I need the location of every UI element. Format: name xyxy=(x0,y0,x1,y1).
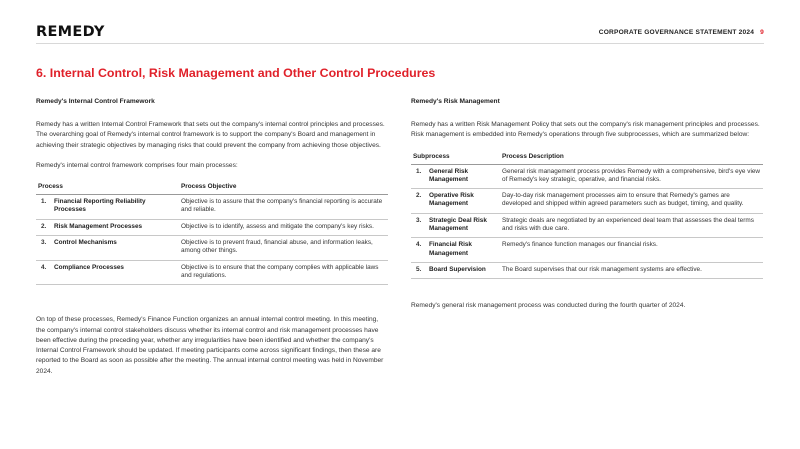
row-number: 4. xyxy=(36,260,52,285)
internal-control-lead: Remedy's internal control framework comprises four main processes: xyxy=(36,161,238,169)
process-name: Compliance Processes xyxy=(52,260,179,285)
table-row xyxy=(36,219,388,235)
table-header-row xyxy=(411,151,763,165)
subprocess-description: General risk management process provides Remedy with a comprehensive, bird's eye view of Remedy's key strategic, operative, and financial risks. xyxy=(500,164,763,189)
table-row xyxy=(411,238,763,263)
row-number: 1. xyxy=(36,195,52,220)
subprocess-description: Strategic deals are negotiated by an experienced deal team that assesses the deal terms and risks with due care. xyxy=(500,213,763,238)
row-number: 2. xyxy=(411,189,427,214)
table-row xyxy=(36,195,388,220)
page-number: 9 xyxy=(760,29,764,36)
column-header-process: Process xyxy=(36,181,179,195)
table-row xyxy=(411,262,763,278)
page-title: 6. Internal Control, Risk Management and Other Control Procedures xyxy=(36,66,436,80)
page-header xyxy=(36,24,764,40)
process-objective: Objective is to prevent fraud, financial abuse, and information leaks, among other things. xyxy=(179,236,388,261)
row-number: 1. xyxy=(411,164,427,189)
row-number: 3. xyxy=(411,213,427,238)
subprocess-name: Operative Risk Management xyxy=(427,189,500,214)
header-section-label xyxy=(599,28,764,38)
header-divider xyxy=(36,43,764,44)
left-column xyxy=(36,97,388,387)
subprocess-name: Board Supervision xyxy=(427,262,500,278)
process-table xyxy=(36,181,388,285)
process-name: Control Mechanisms xyxy=(52,236,179,261)
subprocess-table xyxy=(411,151,763,280)
column-header-subprocess: Subprocess xyxy=(411,151,500,165)
process-name: Risk Management Processes xyxy=(52,219,179,235)
table-row xyxy=(411,213,763,238)
row-number: 5. xyxy=(411,262,427,278)
internal-control-intro: Remedy has a written Internal Control Framework that sets out the company's internal control principles and processes. The overarching goal of Remedy's internal control framework is to support the company's Board and management in achieving their strategic objectives by managing risks that could prevent the company from achieving those objectives. xyxy=(36,121,385,149)
internal-control-meeting-paragraph: On top of these processes, Remedy's Finance Function organizes an annual internal control meeting. In this meeting, the company's internal control stakeholders discuss whether its internal control and risk management processes have been effective during the preceding year, whether any irregularities have been identified and whether the company's Internal Control Framework should be updated. If meeting participants come across significant findings, then these are reported to the Board as soon as possible after the meeting. The annual internal control meeting was held in November 2024. xyxy=(36,316,384,375)
process-name: Financial Reporting Reliability Processes xyxy=(52,195,179,220)
row-number: 2. xyxy=(36,219,52,235)
internal-control-heading: Remedy's Internal Control Framework xyxy=(36,98,155,105)
right-column xyxy=(411,97,763,322)
table-header-row xyxy=(36,181,388,195)
table-row xyxy=(36,236,388,261)
remedy-logo: REMEDY xyxy=(36,24,105,40)
subprocess-name: Strategic Deal Risk Management xyxy=(427,213,500,238)
process-objective: Objective is to ensure that the company complies with applicable laws and regulations. xyxy=(179,260,388,285)
table-row xyxy=(411,189,763,214)
risk-management-conclusion: Remedy's general risk management process was conducted during the fourth quarter of 2024. xyxy=(411,302,686,310)
subprocess-description: The Board supervises that our risk management systems are effective. xyxy=(500,262,763,278)
subprocess-name: General Risk Management xyxy=(427,164,500,189)
column-header-description: Process Description xyxy=(500,151,763,165)
table-row xyxy=(36,260,388,285)
process-objective: Objective is to assure that the company's financial reporting is accurate and reliable. xyxy=(179,195,388,220)
row-number: 4. xyxy=(411,238,427,263)
subprocess-name: Financial Risk Management xyxy=(427,238,500,263)
subprocess-description: Day-to-day risk management processes aim to ensure that Remedy's games are developed and shipped within agreed parameters such as budget, timing, and quality. xyxy=(500,189,763,214)
column-header-objective: Process Objective xyxy=(179,181,388,195)
risk-management-heading: Remedy's Risk Management xyxy=(411,98,500,105)
table-row xyxy=(411,164,763,189)
row-number: 3. xyxy=(36,236,52,261)
process-objective: Objective is to identify, assess and mitigate the company's key risks. xyxy=(179,219,388,235)
risk-management-intro: Remedy has a written Risk Management Policy that sets out the company's risk management principles and processes. Risk management is embedded into Remedy's operations through five subprocesses, which are summarized below: xyxy=(411,121,760,139)
section-title: CORPORATE GOVERNANCE STATEMENT 2024 xyxy=(598,29,755,36)
subprocess-description: Remedy's finance function manages our financial risks. xyxy=(500,238,763,263)
